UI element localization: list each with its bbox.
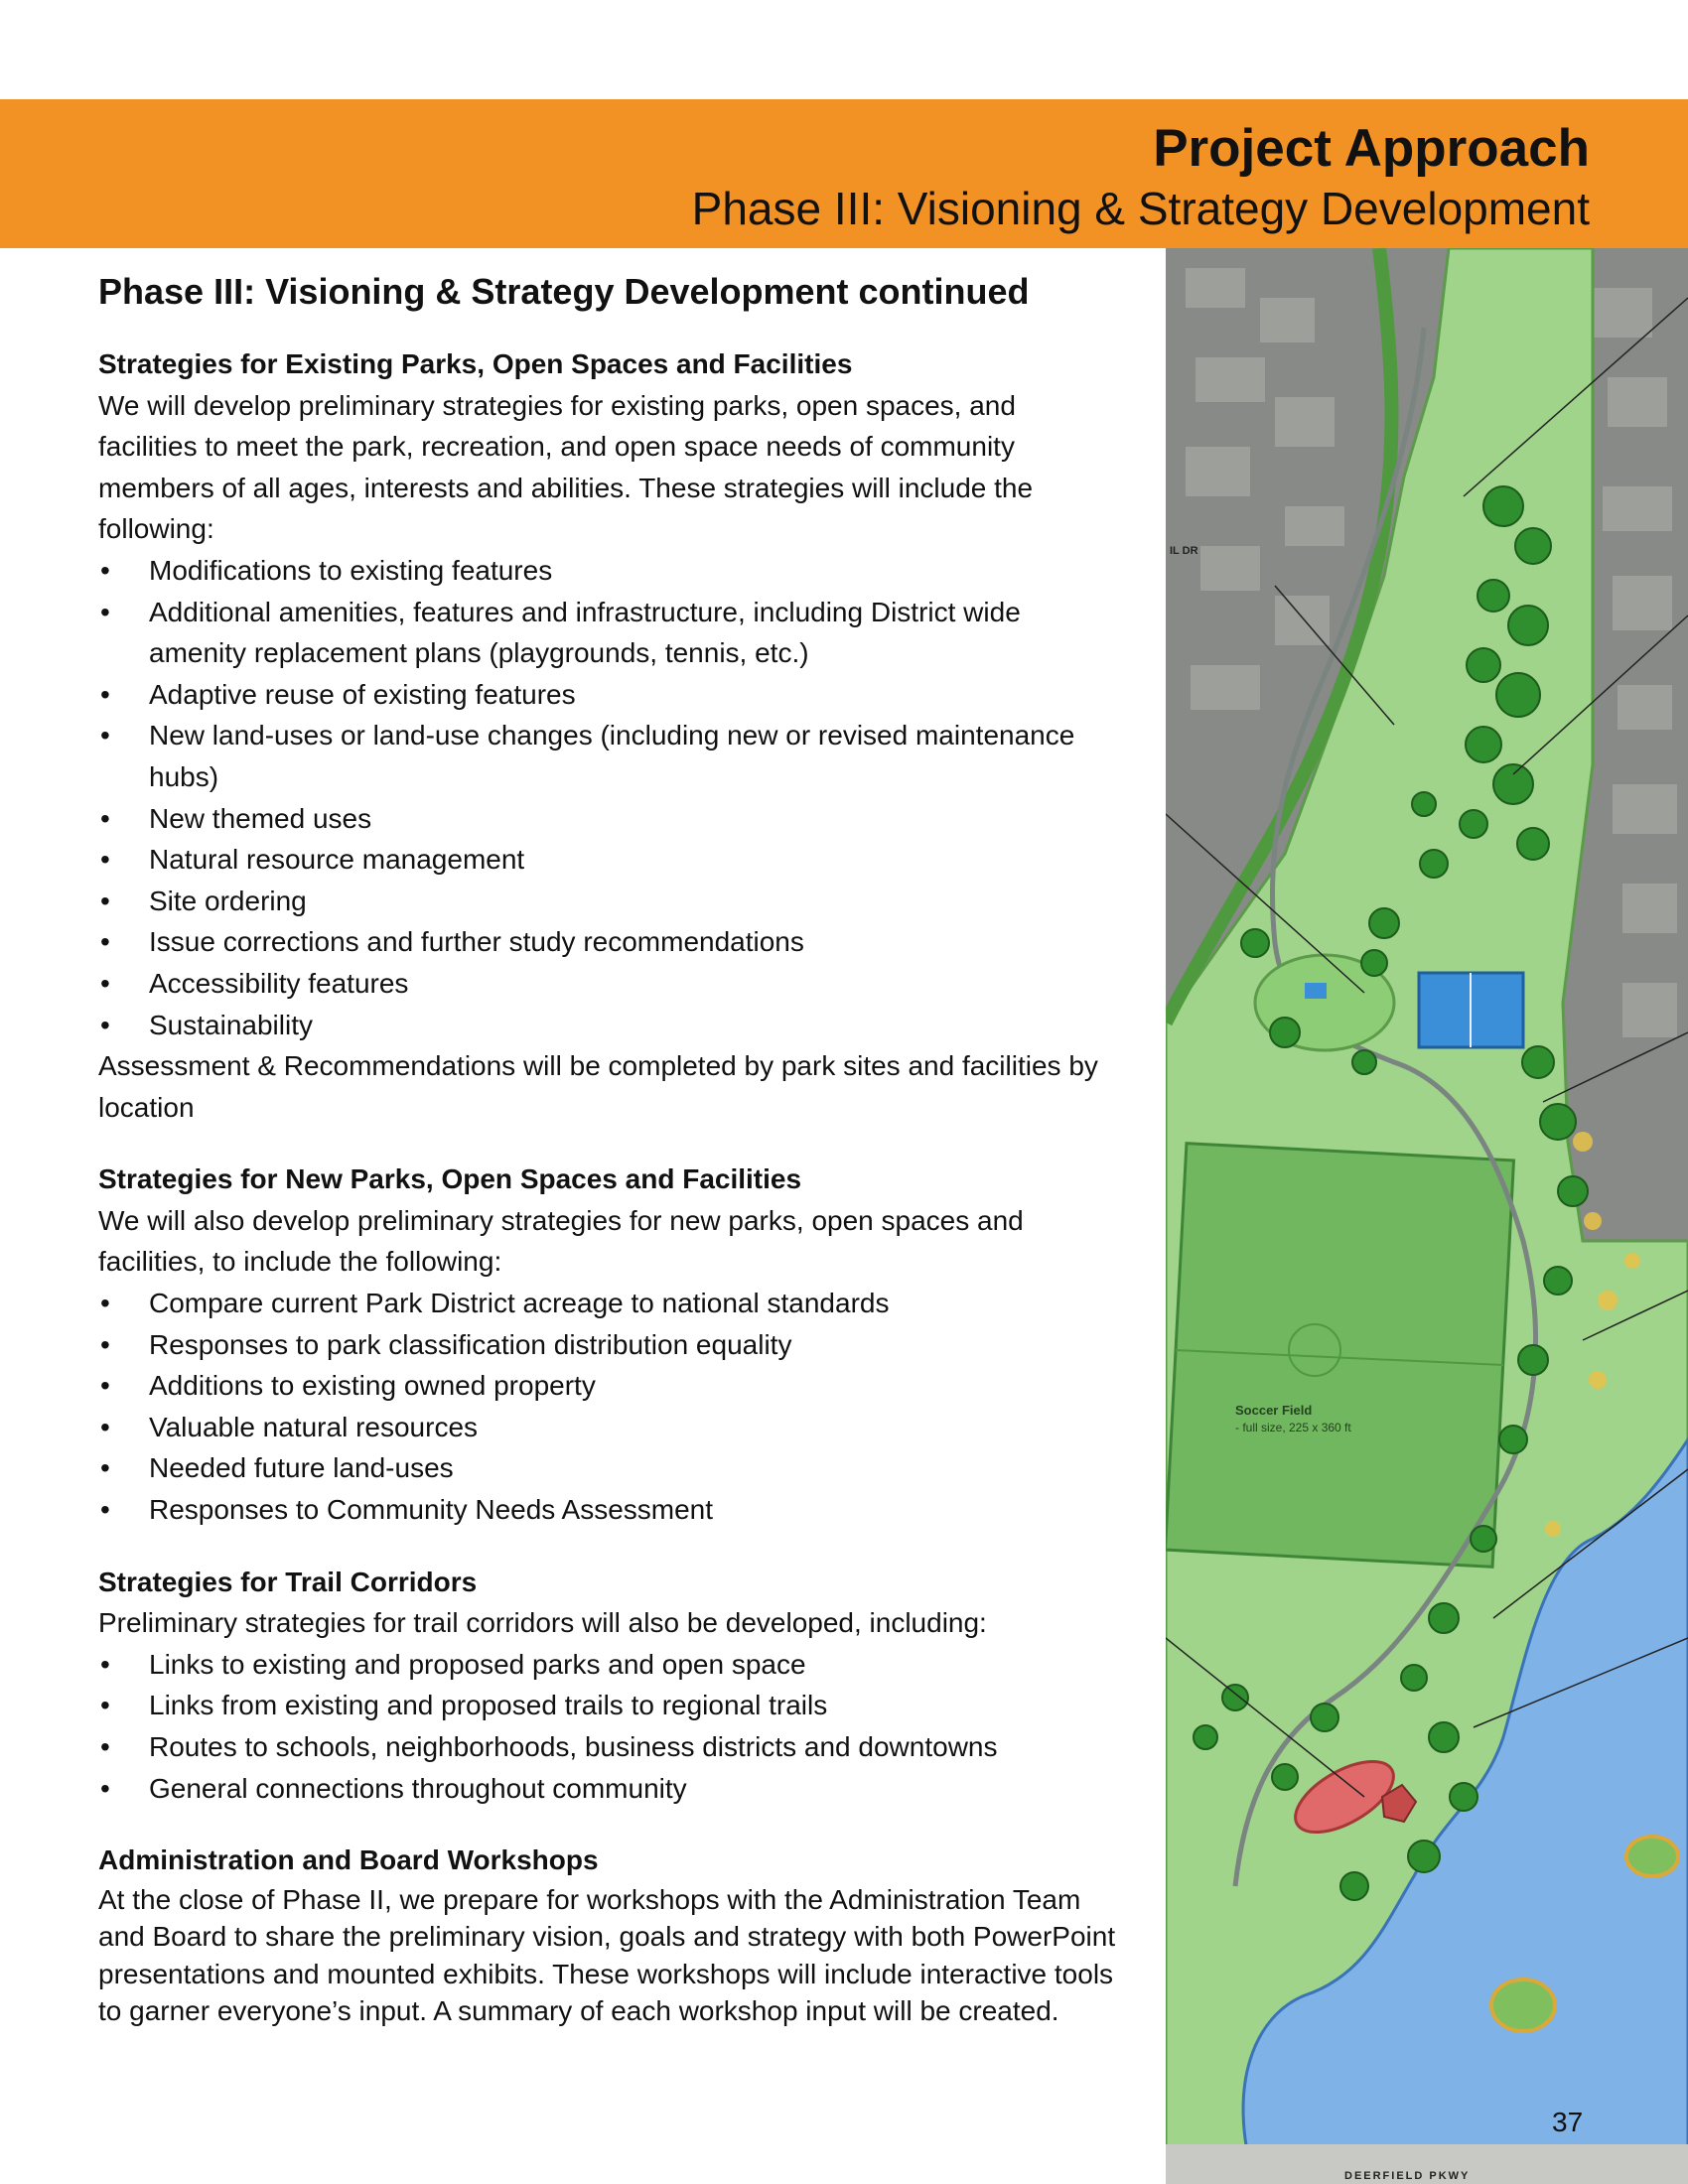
soccer-field-label: Soccer Field (1235, 1403, 1313, 1418)
list-item: • New themed uses (98, 798, 1121, 840)
list-item: • Additions to existing owned property (98, 1365, 1121, 1407)
list-item: • Modifications to existing features (98, 550, 1121, 592)
section-title: Administration and Board Workshops (98, 1844, 599, 1876)
street-label-bottom: DEERFIELD PKWY (1344, 2170, 1471, 2182)
header-subtitle: Phase III: Visioning & Strategy Development (691, 183, 1590, 234)
header-title: Project Approach (1153, 119, 1590, 178)
section-trail-corridors (98, 1562, 1121, 1810)
page-number: 37 (1552, 2107, 1584, 2137)
section-title: Strategies for Trail Corridors (98, 1566, 478, 1597)
list-item: • Links from existing and proposed trails to regional trails (98, 1685, 1121, 1726)
list-item: • Routes to schools, neighborhoods, business districts and downtowns (98, 1726, 1121, 1768)
bullet-list (98, 550, 1121, 1045)
section-new-parks (98, 1159, 1121, 1530)
list-item: • Responses to Community Needs Assessment (98, 1489, 1121, 1531)
list-item: • New land-uses or land-use changes (including new or revised maintenance hubs) (98, 715, 1121, 797)
section-intro: We will also develop preliminary strategies for new parks, open spaces and facilities, to include the following: (98, 1204, 1024, 1278)
list-item: • Accessibility features (98, 963, 1121, 1005)
section-intro: Preliminary strategies for trail corridors will also be developed, including: (98, 1607, 987, 1639)
list-item: • Site ordering (98, 881, 1121, 922)
bullet-list (98, 1644, 1121, 1809)
list-item: • Compare current Park District acreage to national standards (98, 1283, 1121, 1324)
section-workshops (98, 1840, 1121, 2030)
site-plan-illustration (1166, 248, 1688, 2184)
section-title: Strategies for New Parks, Open Spaces and Facilities (98, 1163, 802, 1195)
list-item: • Needed future land-uses (98, 1447, 1121, 1489)
park-site-plan-map (1166, 248, 1688, 2184)
bullet-list (98, 1283, 1121, 1531)
page-heading: Phase III: Visioning & Strategy Development continued (98, 271, 1030, 312)
list-item: • Responses to park classification distribution equality (98, 1324, 1121, 1366)
list-item: • Natural resource management (98, 839, 1121, 881)
island (1626, 1837, 1678, 1876)
main-content (98, 268, 1121, 2061)
list-item: • Valuable natural resources (98, 1407, 1121, 1448)
section-outro: Assessment & Recommendations will be completed by park sites and facilities by location (98, 1050, 1098, 1123)
section-existing-parks (98, 343, 1121, 1128)
list-item: • Adaptive reuse of existing features (98, 674, 1121, 716)
list-item: • General connections throughout community (98, 1768, 1121, 1810)
list-item: • Links to existing and proposed parks and open space (98, 1644, 1121, 1686)
list-item: • Issue corrections and further study recommendations (98, 921, 1121, 963)
island (1491, 1979, 1555, 2031)
street-label-top: IL DR (1170, 545, 1198, 557)
section-title: Strategies for Existing Parks, Open Spaces and Facilities (98, 348, 853, 379)
section-intro: At the close of Phase II, we prepare for workshops with the Administration Team and Board to share the preliminary vision, goals and strategy with both PowerPoint presentations and mounted exhibits. These workshops will include interactive tools to garner everyone’s input. A summary of each workshop input will be created. (98, 1883, 1116, 2027)
soccer-field-size: - full size, 225 x 360 ft (1235, 1421, 1351, 1434)
section-intro: We will develop preliminary strategies for existing parks, open spaces, and facilities to meet the park, recreation, and open space needs of community members of all ages, interests and abilities. These strategies will include the following: (98, 389, 1034, 545)
list-item: • Additional amenities, features and infrastructure, including District wide amenity replacement plans (playgrounds, tennis, etc.) (98, 592, 1121, 674)
list-item: • Sustainability (98, 1005, 1121, 1046)
